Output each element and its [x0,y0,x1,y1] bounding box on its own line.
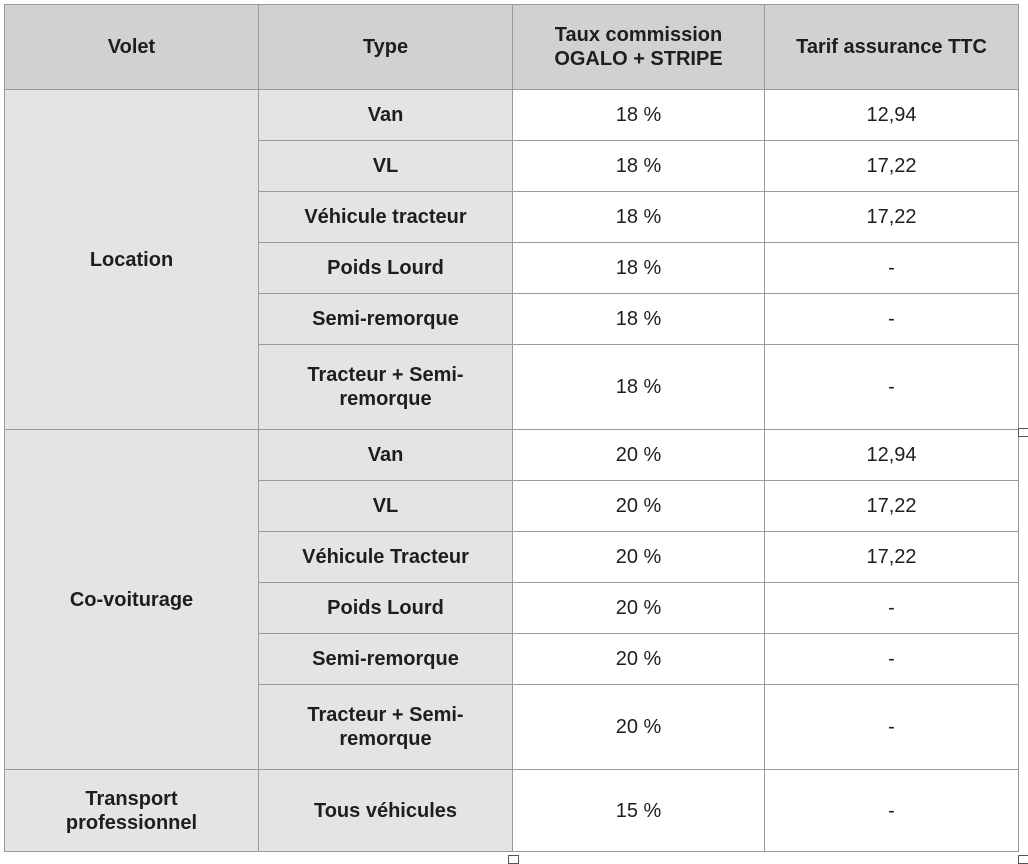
assurance-cell: - [765,770,1019,852]
assurance-cell: - [765,583,1019,634]
table-row [5,770,1019,852]
commission-cell: 18 % [513,243,765,294]
resize-handle[interactable] [1018,428,1028,437]
header-assurance: Tarif assurance TTC [765,5,1019,90]
commission-cell: 20 % [513,430,765,481]
type-cell: Tracteur + Semi-remorque [259,345,513,430]
resize-handle[interactable] [1018,855,1028,864]
commission-cell: 18 % [513,141,765,192]
assurance-cell: - [765,243,1019,294]
header-commission: Taux commission OGALO + STRIPE [513,5,765,90]
type-cell: Véhicule tracteur [259,192,513,243]
assurance-cell: 17,22 [765,141,1019,192]
type-cell: Véhicule Tracteur [259,532,513,583]
header-volet: Volet [5,5,259,90]
type-cell: Tous véhicules [259,770,513,852]
assurance-cell: - [765,634,1019,685]
type-cell: VL [259,141,513,192]
volet-cell: Co-voiturage [5,430,259,770]
table-row [5,430,1019,481]
assurance-cell: 17,22 [765,481,1019,532]
commission-cell: 18 % [513,90,765,141]
header-type: Type [259,5,513,90]
type-cell: Semi-remorque [259,294,513,345]
commission-table [4,4,1019,852]
type-cell: Van [259,90,513,141]
assurance-cell: - [765,294,1019,345]
table-row [5,90,1019,141]
commission-cell: 15 % [513,770,765,852]
type-cell: Poids Lourd [259,243,513,294]
type-cell: Semi-remorque [259,634,513,685]
assurance-cell: 17,22 [765,532,1019,583]
assurance-cell: 17,22 [765,192,1019,243]
type-cell: Van [259,430,513,481]
type-cell: Tracteur + Semi-remorque [259,685,513,770]
assurance-cell: - [765,685,1019,770]
volet-cell: Transport professionnel [5,770,259,852]
commission-cell: 20 % [513,583,765,634]
commission-cell: 18 % [513,345,765,430]
assurance-cell: 12,94 [765,430,1019,481]
commission-cell: 18 % [513,192,765,243]
commission-cell: 20 % [513,685,765,770]
assurance-cell: 12,94 [765,90,1019,141]
assurance-cell: - [765,345,1019,430]
type-cell: Poids Lourd [259,583,513,634]
header-row [5,5,1019,90]
type-cell: VL [259,481,513,532]
commission-cell: 20 % [513,481,765,532]
resize-handle[interactable] [508,855,519,864]
commission-cell: 18 % [513,294,765,345]
volet-cell: Location [5,90,259,430]
commission-cell: 20 % [513,634,765,685]
commission-cell: 20 % [513,532,765,583]
